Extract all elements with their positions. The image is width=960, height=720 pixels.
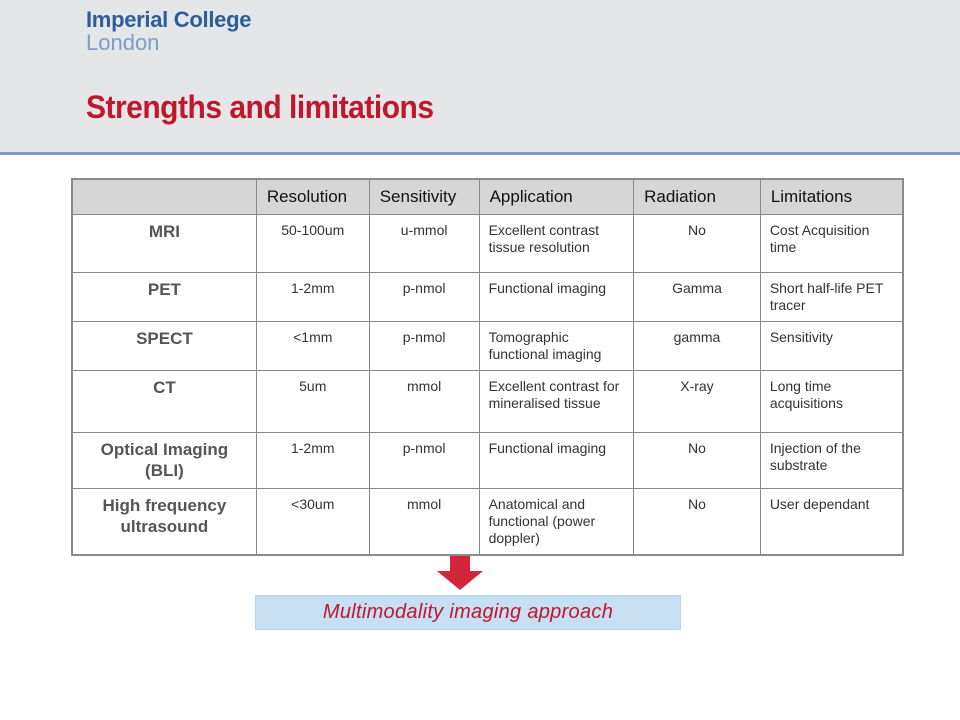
cell-limitations: Sensitivity [760,322,903,371]
cell-radiation: X-ray [634,371,761,433]
cell-sensitivity: p-nmol [369,433,479,489]
header-resolution: Resolution [256,179,369,215]
cell-radiation: gamma [634,322,761,371]
cell-limitations: Short half-life PET tracer [760,273,903,322]
cell-modality: PET [72,273,256,322]
cell-sensitivity: mmol [369,371,479,433]
header-divider [0,152,960,155]
table-row [72,215,903,273]
header-empty [72,179,256,215]
cell-limitations: Long time acquisitions [760,371,903,433]
imperial-college-logo [86,8,251,54]
cell-resolution: 50-100um [256,215,369,273]
cell-limitations: User dependant [760,489,903,556]
logo-line-2: London [86,30,160,55]
cell-resolution: 1-2mm [256,273,369,322]
conclusion-banner: Multimodality imaging approach [255,595,681,630]
cell-sensitivity: p-nmol [369,273,479,322]
cell-application: Excellent contrast tissue resolution [479,215,634,273]
cell-limitations: Injection of the substrate [760,433,903,489]
header-limitations: Limitations [760,179,903,215]
cell-sensitivity: u-mmol [369,215,479,273]
cell-modality: High frequency ultrasound [72,489,256,556]
cell-radiation: No [634,433,761,489]
cell-application: Functional imaging [479,273,634,322]
cell-limitations: Cost Acquisition time [760,215,903,273]
table-row [72,322,903,371]
slide-title: Strengths and limitations [86,90,434,126]
table-header-row [72,179,903,215]
down-arrow-icon [437,556,483,590]
table-row [72,433,903,489]
header-application: Application [479,179,634,215]
comparison-table [71,178,904,556]
table-row [72,273,903,322]
logo-line-1: Imperial College [86,7,252,32]
cell-sensitivity: mmol [369,489,479,556]
cell-modality: MRI [72,215,256,273]
cell-radiation: Gamma [634,273,761,322]
cell-application: Excellent contrast for mineralised tissue [479,371,634,433]
cell-modality: SPECT [72,322,256,371]
cell-radiation: No [634,489,761,556]
cell-application: Functional imaging [479,433,634,489]
cell-resolution: 5um [256,371,369,433]
cell-application: Anatomical and functional (power doppler) [479,489,634,556]
cell-radiation: No [634,215,761,273]
cell-application: Tomographic functional imaging [479,322,634,371]
header-sensitivity: Sensitivity [369,179,479,215]
cell-resolution: <1mm [256,322,369,371]
header-radiation: Radiation [634,179,761,215]
table-row [72,371,903,433]
cell-modality: CT [72,371,256,433]
cell-resolution: <30um [256,489,369,556]
cell-resolution: 1-2mm [256,433,369,489]
table-row [72,489,903,556]
cell-sensitivity: p-nmol [369,322,479,371]
cell-modality: Optical Imaging (BLI) [72,433,256,489]
